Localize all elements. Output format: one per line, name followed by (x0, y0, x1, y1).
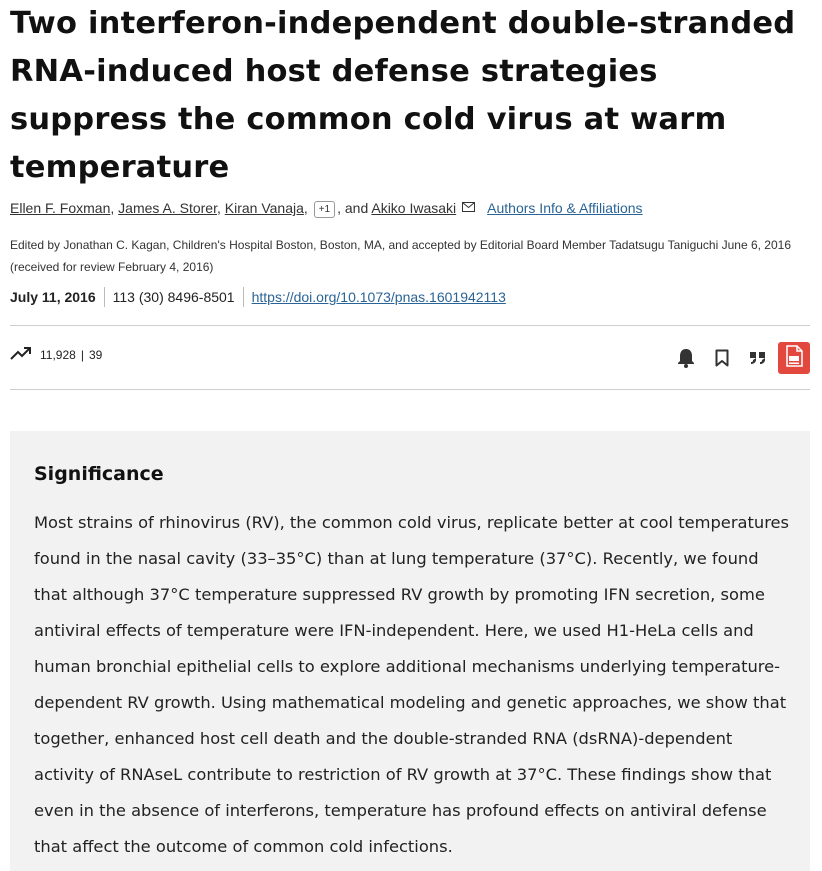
author-link[interactable]: Akiko Iwasaki (371, 200, 457, 216)
significance-text: Most strains of rhinovirus (RV), the common cold virus, replicate better at cool temperatures found in the nasal cavity (33–35°C) than at lung temperature (37°C). Recently, we found that although 37°C temperature suppressed RV growth by promoting IFN secretion, some antiviral effects of temperature were IFN-independent. Here, we used H1-HeLa cells and human bronchial epithelial cells to explore additional mechanisms underlying temperature-dependent RV growth. Using mathematical modeling and genetic approaches, we show that together, enhanced host cell death and the double-stranded RNA (dsRNA)-dependent activity of RNAseL contribute to restriction of RV growth at 37°C. These findings show that even in the absence of interferons, temperature has profound effects on antiviral defense that affect the outcome of common cold infections. (34, 513, 790, 856)
significance-heading: Significance (34, 463, 164, 485)
author-link[interactable]: Ellen F. Foxman (10, 200, 111, 216)
edited-by-note: Edited by Jonathan C. Kagan, Children's Hospital Boston, Boston, MA, and accepted by Editorial Board Member Tadatsugu Taniguchi June 6, 2016 (received for review February 4, 2016) (10, 238, 791, 274)
divider (10, 389, 810, 390)
more-authors-button[interactable]: +1 (314, 201, 335, 218)
author-link[interactable]: Kiran Vanaja (224, 200, 304, 216)
doi-link[interactable]: https://doi.org/10.1073/pnas.1601942113 (251, 289, 506, 305)
divider (10, 325, 810, 326)
publication-meta (10, 286, 506, 308)
views-count: 11,928 (40, 347, 76, 362)
metrics-separator: | (80, 347, 84, 362)
bookmark-icon[interactable] (710, 341, 734, 375)
and-text: , and (337, 200, 369, 216)
article-title: Two interferon-independent double-stranded RNA-induced host defense strategies suppress the common cold virus at warm temperature (10, 6, 796, 185)
divider (243, 287, 244, 307)
divider (104, 287, 105, 307)
pdf-icon (785, 345, 803, 371)
quote-icon[interactable] (746, 341, 770, 375)
mail-icon[interactable] (462, 199, 475, 215)
significance-section (10, 431, 810, 871)
citation-info: 113 (30) 8496-8501 (112, 289, 235, 305)
citations-count: 39 (88, 347, 103, 362)
publication-date: July 11, 2016 (10, 289, 96, 305)
author-list: Ellen F. Foxman, James A. Storer, Kiran Vanaja, +1 , and Akiko Iwasaki Authors Info & Affiliations (10, 200, 643, 216)
pdf-button[interactable] (778, 342, 810, 374)
article-toolbar (674, 341, 812, 375)
trending-icon (10, 346, 40, 363)
bell-icon[interactable] (674, 341, 698, 375)
article-metrics[interactable] (10, 346, 102, 363)
authors-info-link[interactable]: Authors Info & Affiliations (487, 200, 643, 216)
author-link[interactable]: James A. Storer (118, 200, 217, 216)
